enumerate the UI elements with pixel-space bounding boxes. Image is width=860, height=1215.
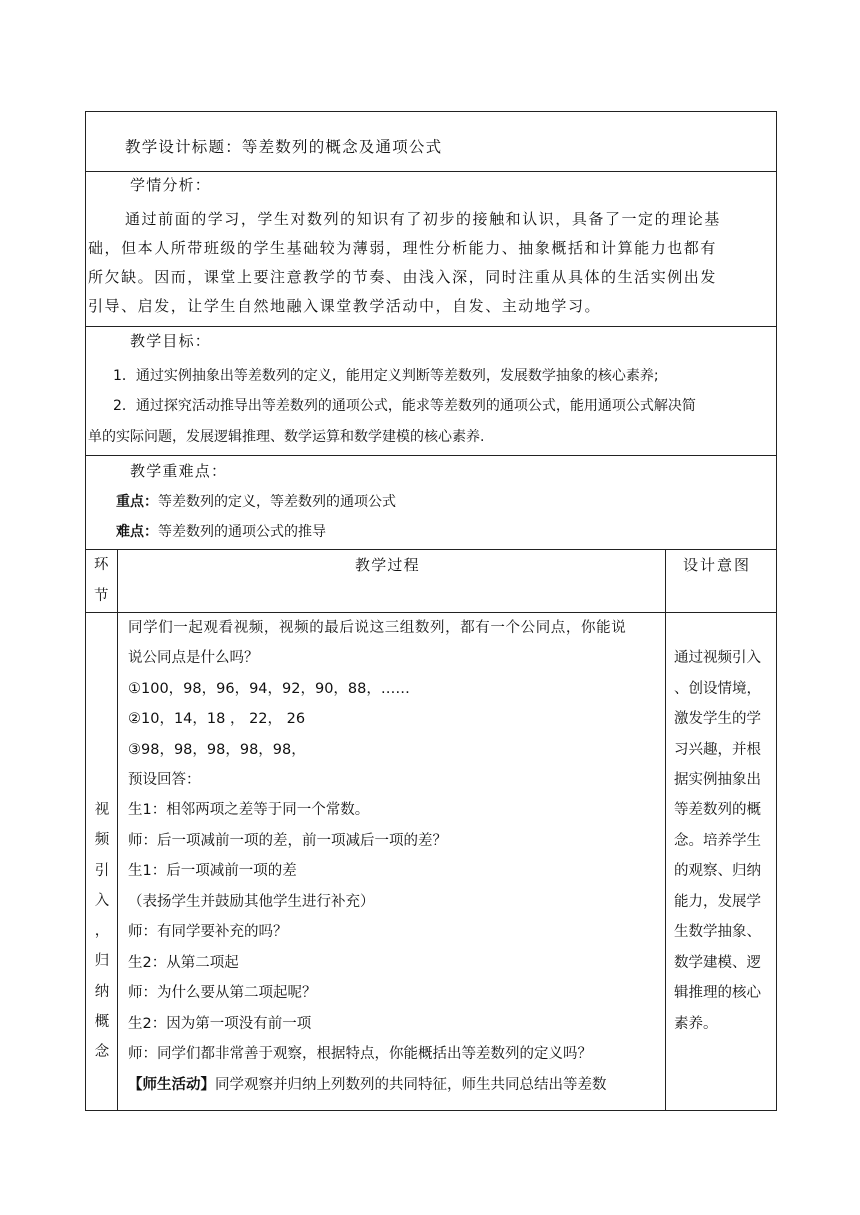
divider-keypoints <box>85 549 777 550</box>
intent-line: 等差数列的概 <box>674 802 761 818</box>
process-line: 生2：因为第一项没有前一项 <box>128 1016 312 1032</box>
process-line: 生1：相邻两项之差等于同一个常数。 <box>128 802 370 818</box>
divider-stage-column <box>117 549 118 1111</box>
intent-line: 、创设情境， <box>674 681 761 697</box>
objective-item-1: 1．通过实例抽象出等差数列的定义，能用定义判断等差数列，发展数学抽象的核心素养; <box>113 368 659 384</box>
header-intent: 设计意图 <box>683 556 752 574</box>
intent-line: 念。培养学生 <box>674 833 761 849</box>
difficult-point <box>116 522 326 542</box>
process-line: 师：为什么要从第二项起呢？ <box>128 985 317 1001</box>
header-process: 教学过程 <box>355 556 420 574</box>
analysis-heading: 学情分析： <box>130 176 212 194</box>
divider-table-header <box>85 612 777 613</box>
stage-label: 视 频 引 入 ， 归 纳 概 念 <box>94 802 110 1061</box>
analysis-line-1: 通过前面的学习，学生对数列的知识有了初步的接触和认识，具备了一定的理论基 <box>125 210 721 228</box>
intent-line: 素养。 <box>674 1016 718 1032</box>
design-title-label: 教学设计标题： <box>125 138 242 156</box>
process-line: 说公同点是什么吗？ <box>128 650 259 666</box>
difficult-point-text: 等差数列的通项公式的推导 <box>158 524 326 540</box>
process-activity-line <box>128 1075 607 1095</box>
activity-text: 同学观察并归纳上列数列的共同特征，师生共同总结出等差数 <box>215 1077 607 1093</box>
intent-line: 辑推理的核心 <box>674 985 761 1001</box>
design-title <box>125 137 442 157</box>
divider-analysis <box>85 326 777 327</box>
keypoints-heading: 教学重难点： <box>130 462 228 480</box>
analysis-line-4: 引导、启发，让学生自然地融入课堂教学活动中，自发、主动地学习。 <box>88 297 602 315</box>
process-line: 师：有同学要补充的吗？ <box>128 924 288 940</box>
analysis-line-2: 础，但本人所带班级的学生基础较为薄弱，理性分析能力、抽象概括和计算能力也都有 <box>88 239 717 257</box>
process-line: 师：同学们都非常善于观察，根据特点，你能概括出等差数列的定义吗？ <box>128 1046 592 1062</box>
header-stage-2: 节 <box>94 588 109 604</box>
difficult-point-label: 难点： <box>116 524 158 540</box>
intent-line: 据实例抽象出 <box>674 772 761 788</box>
objectives-heading: 教学目标： <box>130 332 212 350</box>
process-line: （表扬学生并鼓励其他学生进行补充） <box>128 894 375 910</box>
divider-objectives <box>85 455 777 456</box>
activity-label: 【师生活动】 <box>128 1077 215 1093</box>
divider-intent-column <box>665 549 666 1111</box>
analysis-line-3: 所欠缺。因而，课堂上要注意教学的节奏、由浅入深，同时注重从具体的生活实例出发 <box>88 268 717 286</box>
intent-line: 激发学生的学 <box>674 711 761 727</box>
process-line: ③98，98，98，98，98， <box>128 742 306 758</box>
intent-line: 通过视频引入 <box>674 650 761 666</box>
intent-line: 生数学抽象、 <box>674 924 761 940</box>
process-line: 同学们一起观看视频，视频的最后说这三组数列，都有一个公同点，你能说 <box>128 620 627 636</box>
intent-line: 习兴趣，并根 <box>674 742 761 758</box>
objective-item-2-line-2: 单的实际问题，发展逻辑推理、数学运算和数学建模的核心素养. <box>88 429 485 445</box>
objective-item-2-line-1: 2．通过探究活动推导出等差数列的通项公式，能求等差数列的通项公式，能用通项公式解决简 <box>113 398 696 414</box>
key-point <box>116 492 396 512</box>
process-line: ①100，98，96，94，92，90，88，…… <box>128 681 410 697</box>
key-point-text: 等差数列的定义，等差数列的通项公式 <box>158 494 396 510</box>
process-line: 生2：从第二项起 <box>128 955 239 971</box>
design-title-value: 等差数列的概念及通项公式 <box>241 138 443 156</box>
header-stage-1: 环 <box>94 557 109 573</box>
divider-title <box>85 171 777 172</box>
intent-line: 能力，发展学 <box>674 894 761 910</box>
intent-line: 数学建模、逻 <box>674 955 761 971</box>
process-line: 预设回答： <box>128 772 201 788</box>
process-line: 师：后一项减前一项的差，前一项减后一项的差？ <box>128 833 447 849</box>
intent-line: 的观察、归纳 <box>674 863 761 879</box>
process-line: ②10，14，18 ， 22， 26 <box>128 711 306 727</box>
key-point-label: 重点： <box>116 494 158 510</box>
process-line: 生1：后一项减前一项的差 <box>128 863 297 879</box>
